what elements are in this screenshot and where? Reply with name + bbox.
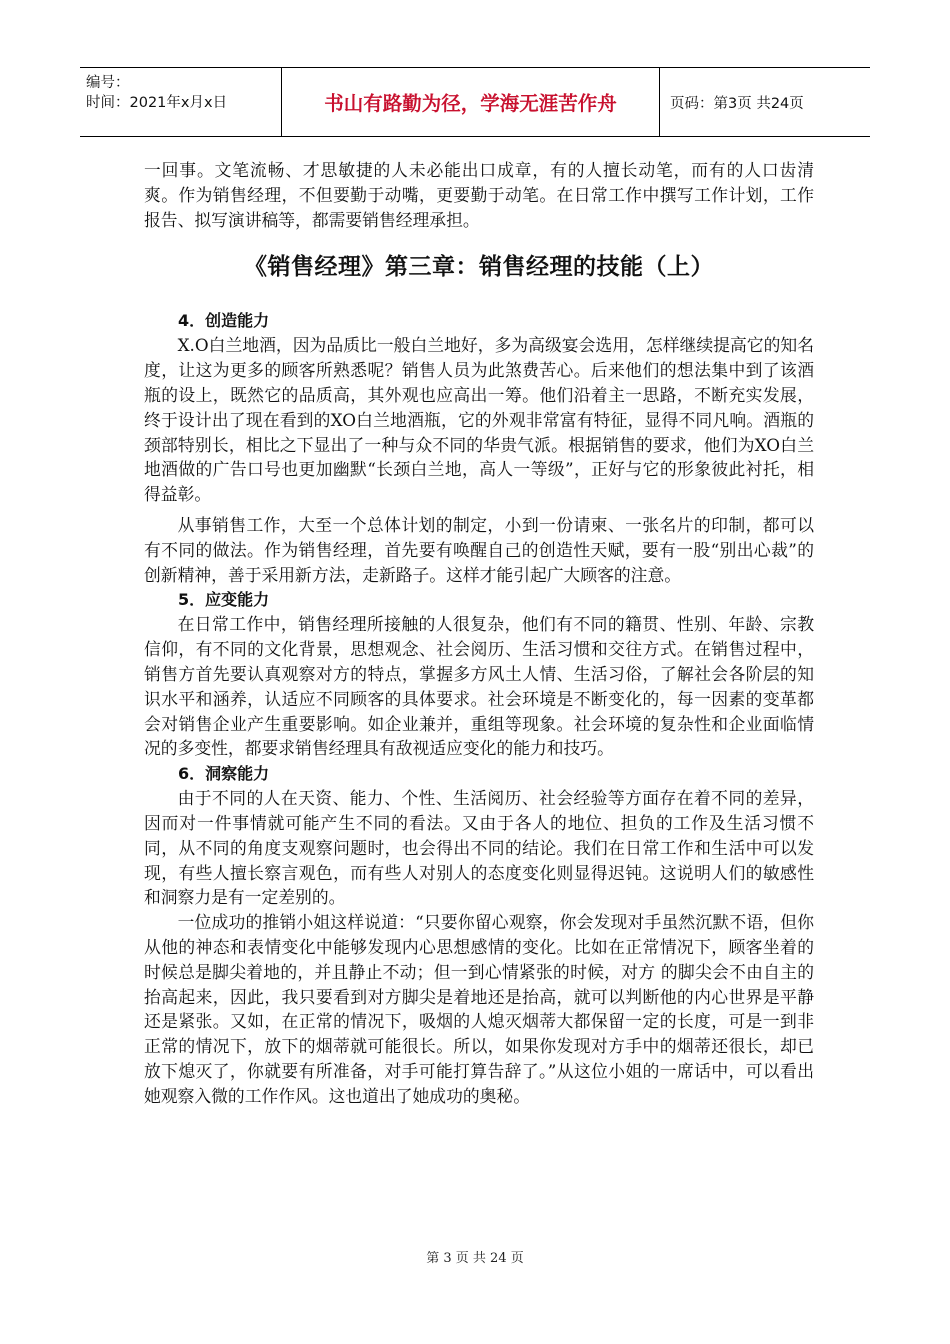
paragraph: 从事销售工作，大至一个总体计划的制定，小到一份请柬、一张名片的印制，都可以有不同的做法。作为销售经理，首先要有唤醒自己的创造性天赋，要有一股“别出心裁”的创新精神，善于采用新方法，走新路子。这样才能引起广大顾客的注意。 bbox=[144, 514, 814, 585]
header-page-info: 页码：第3页 共24页 bbox=[670, 95, 804, 112]
paragraph: 由于不同的人在天资、能力、个性、生活阅历、社会经验等方面存在着不同的差异，因而对一件事情就可能产生不同的看法。又由于各人的地位、担负的工作及生活习惯不同，从不同的角度支观察问题时，也会得出不同的结论。我们在日常工作和生活中可以发现，有些人擅长察言观色，而有些人对别人的态度变化则显得迟钝。这说明人们的敏感性和洞察力是有一定差别的。 bbox=[144, 788, 814, 908]
intro-paragraph: 一回事。文笔流畅、才思敏捷的人未必能出口成章，有的人擅长动笔，而有的人口齿清爽。作为销售经理，不但要勤于动嘴，更要勤于动笔。在日常工作中撰写工作计划，工作报告、拟写演讲稿等，都需要销售经理承担。 bbox=[144, 160, 814, 230]
section-creativity bbox=[144, 308, 814, 587]
section-adaptability bbox=[144, 587, 814, 761]
document-number-label: 编号： bbox=[86, 75, 130, 91]
section-insight bbox=[144, 761, 814, 1108]
document-date-label: 时间：2021年x月x日 bbox=[86, 95, 228, 111]
header-left-cell bbox=[80, 68, 282, 136]
section-heading: 4．创造能力 bbox=[178, 311, 270, 331]
section-heading: 6．洞察能力 bbox=[178, 764, 270, 784]
section-heading: 5．应变能力 bbox=[178, 590, 270, 610]
page-footer: 第 3 页 共 24 页 bbox=[426, 1251, 524, 1266]
paragraph: 一位成功的推销小姐这样说道：“只要你留心观察，你会发现对手虽然沉默不语，但你从他的神态和表情变化中能够发现内心思想感情的变化。比如在正常情况下，顾客坐着的时候总是脚尖着地的，并且静止不动；但一到心情紧张的时候，对方 的脚尖会不由自主的抬高起来，因此，我只要看到对方脚尖是着地还是抬高，就可以判断他的内心世界是平静还是紧张。又如，在正常的情况下，吸烟的人熄灭烟蒂大都保留一定的长度，可是一到非正常的情况下，放下的烟蒂就可能很长。所以，如果你发现对方手中的烟蒂还很长，却已放下熄灭了，你就要有所准备，对手可能打算告辞了。”从这位小姐的一席话中，可以看出她观察入微的工作作风。这也道出了她成功的奥秘。 bbox=[144, 912, 814, 1106]
header-motto: 书山有路勤为径，学海无涯苦作舟 bbox=[282, 68, 660, 136]
paragraph: X.O白兰地酒，因为品质比一般白兰地好，多为高级宴会选用，怎样继续提高它的知名度，让这为更多的顾客所熟悉呢？销售人员为此煞费苦心。后来他们的想法集中到了该酒瓶的设上，既然它的品质高，其外观也应高出一筹。他们沿着主一思路，不断充实发展，终于设计出了现在看到的XO白兰地酒瓶，它的外观非常富有特征，显得不同凡响。酒瓶的颈部特别长，相比之下显出了一种与众不同的华贵气派。根据销售的要求，他们为XO白兰地酒做的广告口号也更加幽默“长颈白兰地，高人一等级”，正好与它的形象彼此衬托，相得益彰。 bbox=[144, 335, 814, 505]
paragraph: 在日常工作中，销售经理所接触的人很复杂，他们有不同的籍贯、性别、年龄、宗教信仰，有不同的文化背景，思想观念、社会阅历、生活习惯和交往方式。在销售过程中，销售方首先要认真观察对方的特点，掌握多方风土人情、生活习俗，了解社会各阶层的知识水平和涵养，认适应不同顾客的具体要求。社会环境是不断变化的，每一因素的变革都会对销售企业产生重要影响。如企业兼并，重组等现象。社会环境的复杂性和企业面临情况的多变性，都要求销售经理具有敌视适应变化的能力和技巧。 bbox=[144, 614, 814, 759]
page-header bbox=[80, 67, 870, 137]
chapter-title: 《销售经理》第三章：销售经理的技能（上） bbox=[244, 254, 714, 281]
document-body bbox=[144, 158, 814, 1109]
